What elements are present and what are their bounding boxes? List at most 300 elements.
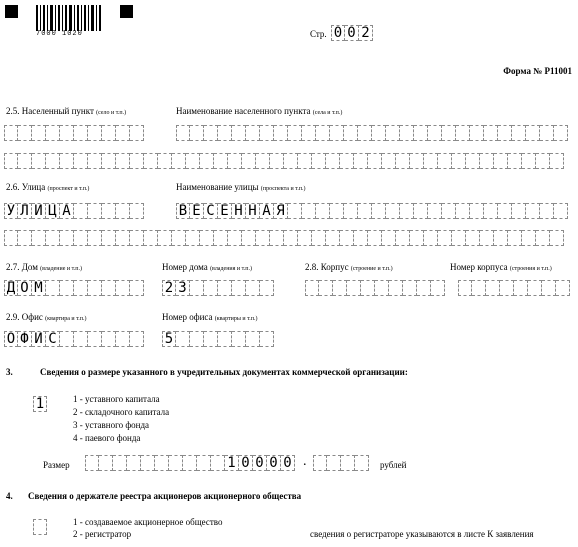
settlement-name-field-line2-cell [158,153,172,169]
house-number-field-cell: 3 [176,280,190,296]
registry-option-1: 1 - создаваемое акционерное общество [73,517,223,527]
building-type-field-cell [305,280,319,296]
settlement-name-field-line2-cell [438,153,452,169]
street-name-field-line1-cell [358,203,372,219]
street-type-field-cell: У [4,203,18,219]
section3-title: Сведения о размере указанного в учредительных документах коммерческой организации: [40,367,408,377]
house-number-hint: (владения и т.п.) [210,266,252,272]
street-type-field-cell: И [32,203,46,219]
settlement-name-field-line1-cell [526,125,540,141]
office-type-field-cell [60,331,74,347]
street-name-field-line2-cell [242,230,256,246]
settlement-name-field-line1-cell [288,125,302,141]
street-name-field-line2-cell [74,230,88,246]
building-type-field-cell [417,280,431,296]
house-number-label-text: Номер дома [162,262,208,272]
settlement-name-field-line2-cell [116,153,130,169]
building-type-field-cell [403,280,417,296]
street-type-field-cell [116,203,130,219]
size-integer-field-cell [113,455,127,471]
settlement-name-field-line2-cell [536,153,550,169]
settlement-type-field-cell [46,125,60,141]
street-type-field-cell [88,203,102,219]
building-type-field-cell [431,280,445,296]
house-type-field-cell [60,280,74,296]
size-integer-field-cell [211,455,225,471]
house-type-field-cell [74,280,88,296]
street-name-field-line1-cell [302,203,316,219]
size-integer-field[interactable] [85,455,295,471]
settlement-name-field-line1-cell [428,125,442,141]
street-name-field-line1-cell: Я [274,203,288,219]
settlement-name-field-line1-cell [470,125,484,141]
street-name-field-line2-cell [550,230,564,246]
settlement-type-field-cell [102,125,116,141]
settlement-name-field-line1-cell [246,125,260,141]
street-name-field-line2-cell [466,230,480,246]
corner-marker-right [120,5,133,18]
size-integer-field-cell [169,455,183,471]
building-number-label [450,262,552,272]
street-name-field-line2-cell [508,230,522,246]
office-number-field-cell [246,331,260,347]
settlement-name-field-line2-cell [102,153,116,169]
office-number-field-cell [176,331,190,347]
capital-type-code[interactable]: 1 [33,396,47,412]
size-integer-field-cell [85,455,99,471]
settlement-name-field-line1-cell [232,125,246,141]
settlement-name-field-line1-cell [344,125,358,141]
settlement-name-field-line2-cell [46,153,60,169]
settlement-name-field-line2-cell [4,153,18,169]
street-name-field-line2-cell [144,230,158,246]
street-type-field-cell: Л [18,203,32,219]
street-name-field-line1-cell: В [176,203,190,219]
settlement-name-field-line2-cell [214,153,228,169]
street-name-label [176,182,306,192]
street-type-field[interactable] [4,203,144,219]
page-digit: 0 [331,25,345,41]
size-integer-field-cell [155,455,169,471]
street-name-field-line2-cell [410,230,424,246]
size-fraction-field-cell [355,455,369,471]
street-name-field-line1-cell [288,203,302,219]
street-name-field-line2-cell [228,230,242,246]
office-type-label [6,312,87,322]
settlement-name-field-line2-cell [60,153,74,169]
capital-option-1: 1 - уставного капитала [73,394,160,404]
building-type-field-cell [319,280,333,296]
house-type-field-cell: М [32,280,46,296]
street-type-field-cell: А [60,203,74,219]
building-number-hint: (строения и т.п.) [509,266,552,272]
house-type-label [6,262,82,272]
office-type-field-cell: И [32,331,46,347]
office-type-field-cell [74,331,88,347]
settlement-type-field-cell [18,125,32,141]
office-type-field-cell [88,331,102,347]
street-name-field-line1-cell: Н [232,203,246,219]
size-label: Размер [43,460,70,470]
office-type-hint: (квартира и т.п.) [45,316,87,322]
house-number-field-cell [218,280,232,296]
house-number-label [162,262,252,272]
house-type-field-cell [116,280,130,296]
street-type-field-cell: Ц [46,203,60,219]
office-type-field-cell: Ф [18,331,32,347]
settlement-type-field-cell [74,125,88,141]
house-type-field-cell [88,280,102,296]
street-name-field-line2-cell [396,230,410,246]
office-type-field-cell [130,331,144,347]
barcode [35,5,105,33]
building-number-field-cell [514,280,528,296]
page-label: Стр. [310,29,327,39]
street-name-field-line2-cell [298,230,312,246]
building-type-field-cell [389,280,403,296]
settlement-name-field-line1-cell [204,125,218,141]
settlement-name-field-line1-cell [484,125,498,141]
street-name-field-line2-cell [32,230,46,246]
size-integer-field-cell: 1 [225,455,239,471]
settlement-type-field-cell [130,125,144,141]
street-type-field-cell [130,203,144,219]
street-name-field-line1-cell [344,203,358,219]
building-type-field-cell [333,280,347,296]
house-type-field-cell [46,280,60,296]
building-number-field-cell [542,280,556,296]
size-integer-field-cell [141,455,155,471]
house-type-field-cell [102,280,116,296]
size-fraction-field-cell [313,455,327,471]
street-type-label [6,182,89,192]
street-name-field-line1[interactable] [176,203,568,219]
street-name-field-line2-cell [256,230,270,246]
street-name-field-line2-cell [46,230,60,246]
settlement-name-field-line1-cell [372,125,386,141]
street-name-field-line2-cell [172,230,186,246]
street-name-field-line1-cell [428,203,442,219]
settlement-name-field-line2-cell [130,153,144,169]
street-name-field-line1-cell [526,203,540,219]
settlement-name-field-line2-cell [284,153,298,169]
settlement-name-field-line2-cell [312,153,326,169]
settlement-name-field-line1-cell [386,125,400,141]
settlement-name-field-line2-cell [382,153,396,169]
settlement-name-field-line1-cell [456,125,470,141]
settlement-name-field-line1-cell [554,125,568,141]
size-fraction-field[interactable] [313,455,369,471]
settlement-name-field-line2-cell [396,153,410,169]
settlement-name-field-line2-cell [186,153,200,169]
street-name-field-line2-cell [326,230,340,246]
office-type-field-cell [116,331,130,347]
settlement-name-field-line2-cell [200,153,214,169]
street-name-field-line2-cell [214,230,228,246]
house-number-field-cell [246,280,260,296]
settlement-name-field-line2-cell [354,153,368,169]
house-type-hint: (владение и т.п.) [40,266,82,272]
building-number-field-cell [500,280,514,296]
settlement-name-field-line1-cell [316,125,330,141]
office-number-field-cell [260,331,274,347]
section4-number: 4. [6,491,13,501]
house-number-field-cell [204,280,218,296]
settlement-type-label [6,106,126,116]
currency-label: рублей [380,460,407,470]
section3-number: 3. [6,367,13,377]
building-type-field[interactable] [305,280,445,296]
building-number-field-cell [458,280,472,296]
street-name-field-line1-cell [372,203,386,219]
house-type-field-cell [130,280,144,296]
size-integer-field-cell: 0 [281,455,295,471]
settlement-name-field-line1-cell [330,125,344,141]
street-name-field-line2-cell [130,230,144,246]
building-number-label-text: Номер корпуса [450,262,508,272]
street-name-field-line2-cell [200,230,214,246]
section4-title: Сведения о держателе реестра акционеров акционерного общества [28,491,302,501]
settlement-name-label [176,106,342,116]
settlement-name-field-line2-cell [74,153,88,169]
street-name-field-line2-cell [270,230,284,246]
settlement-name-field-line1-cell [540,125,554,141]
settlement-name-field-line2-cell [522,153,536,169]
office-number-field-cell [218,331,232,347]
page-digit: 2 [359,25,373,41]
office-number-label [162,312,257,322]
settlement-name-field-line2-cell [340,153,354,169]
street-name-field-line1-cell [512,203,526,219]
house-number-field-cell [260,280,274,296]
settlement-name-field-line2-cell [494,153,508,169]
settlement-name-field-line2-cell [326,153,340,169]
office-type-field-cell: О [4,331,18,347]
street-name-field-line2-cell [438,230,452,246]
building-number-field-cell [556,280,570,296]
size-integer-field-cell [183,455,197,471]
office-type-label-text: 2.9. Офис [6,312,43,322]
settlement-name-field-line2-cell [410,153,424,169]
settlement-name-field-line1-cell [218,125,232,141]
street-name-field-line2-cell [480,230,494,246]
building-number-field-cell [472,280,486,296]
settlement-type-field-cell [4,125,18,141]
settlement-name-field-line1-cell [442,125,456,141]
settlement-name-field-line2[interactable] [4,153,564,169]
street-name-field-line2-cell [102,230,116,246]
settlement-type-field-cell [32,125,46,141]
size-integer-field-cell: 0 [267,455,281,471]
office-number-field-cell: 5 [162,331,176,347]
office-type-field-cell [102,331,116,347]
street-name-field-line2-cell [368,230,382,246]
settlement-name-field-line1-cell [400,125,414,141]
office-number-hint: (квартиры и т.п.) [214,316,258,322]
building-number-field-cell [528,280,542,296]
page-number-cells [331,25,373,41]
street-name-field-line2-cell [186,230,200,246]
settlement-name-field-line2-cell [270,153,284,169]
office-number-field[interactable] [162,331,274,347]
street-name-field-line2-cell [18,230,32,246]
house-number-field[interactable] [162,280,274,296]
street-name-field-line2-cell [494,230,508,246]
office-number-label-text: Номер офиса [162,312,213,322]
barcode-number: 7000 1020 [36,30,83,38]
house-number-field-cell [232,280,246,296]
settlement-name-field-line2-cell [550,153,564,169]
street-name-field-line2-cell [284,230,298,246]
house-type-field-cell: О [18,280,32,296]
office-number-field-cell [232,331,246,347]
street-name-field-line2-cell [424,230,438,246]
office-type-field[interactable] [4,331,144,347]
settlement-type-hint: (село и т.п.) [96,110,127,116]
house-type-field[interactable] [4,280,144,296]
street-name-field-line1-cell [470,203,484,219]
building-type-field-cell [375,280,389,296]
street-name-field-line2-cell [4,230,18,246]
settlement-type-field-cell [88,125,102,141]
street-name-hint: (проспекта и т.п.) [260,186,306,192]
settlement-name-field-line1[interactable] [176,125,568,141]
street-name-field-line2-cell [60,230,74,246]
settlement-name-field-line2-cell [32,153,46,169]
barcode-bars [35,5,105,31]
settlement-name-field-line1-cell [358,125,372,141]
street-name-field-line1-cell [414,203,428,219]
office-type-field-cell: С [46,331,60,347]
settlement-name-field-line1-cell [512,125,526,141]
size-integer-field-cell [127,455,141,471]
house-number-field-cell [190,280,204,296]
street-name-label-text: Наименование улицы [176,182,259,192]
settlement-name-field-line1-cell [274,125,288,141]
street-name-field-line2-cell [382,230,396,246]
street-name-field-line2-cell [158,230,172,246]
street-type-field-cell [102,203,116,219]
settlement-name-label-text: Наименование населенного пункта [176,106,311,116]
size-integer-field-cell: 0 [253,455,267,471]
street-name-field-line2-cell [312,230,326,246]
street-name-field-line2-cell [536,230,550,246]
size-integer-field-cell [99,455,113,471]
street-name-field-line2[interactable] [4,230,564,246]
street-type-label-text: 2.6. Улица [6,182,46,192]
settlement-type-label-text: 2.5. Населенный пункт [6,106,94,116]
building-type-label [305,262,393,272]
settlement-name-field-line2-cell [256,153,270,169]
building-number-field[interactable] [458,280,570,296]
settlement-type-field[interactable] [4,125,144,141]
settlement-name-field-line2-cell [480,153,494,169]
settlement-name-field-line2-cell [172,153,186,169]
settlement-name-field-line2-cell [88,153,102,169]
office-number-field-cell [190,331,204,347]
registry-holder-field[interactable] [33,519,47,535]
settlement-name-field-line1-cell [260,125,274,141]
settlement-name-field-line2-cell [424,153,438,169]
building-type-field-cell [361,280,375,296]
office-number-field-cell [204,331,218,347]
settlement-name-field-line2-cell [144,153,158,169]
street-name-field-line2-cell [354,230,368,246]
street-name-field-line1-cell [442,203,456,219]
settlement-type-field-cell [116,125,130,141]
street-name-field-line2-cell [88,230,102,246]
street-name-field-line1-cell: Е [218,203,232,219]
size-separator: . [303,454,307,469]
settlement-name-field-line2-cell [228,153,242,169]
settlement-name-field-line2-cell [508,153,522,169]
settlement-name-field-line2-cell [368,153,382,169]
house-number-field-cell: 2 [162,280,176,296]
street-name-field-line1-cell [330,203,344,219]
settlement-name-field-line2-cell [298,153,312,169]
street-name-field-line1-cell [554,203,568,219]
settlement-name-field-line2-cell [242,153,256,169]
size-integer-field-cell: 0 [239,455,253,471]
street-name-field-line1-cell [498,203,512,219]
street-type-field-cell [74,203,88,219]
street-type-hint: (проспект и т.п.) [47,186,90,192]
street-name-field-line2-cell [340,230,354,246]
street-name-field-line1-cell [540,203,554,219]
capital-type-field[interactable] [33,396,47,412]
settlement-name-field-line2-cell [466,153,480,169]
settlement-name-field-line1-cell [176,125,190,141]
settlement-name-field-line2-cell [18,153,32,169]
settlement-name-field-line2-cell [452,153,466,169]
size-integer-field-cell [197,455,211,471]
building-number-field-cell [486,280,500,296]
house-type-label-text: 2.7. Дом [6,262,38,272]
street-name-field-line1-cell [484,203,498,219]
street-name-field-line1-cell: С [204,203,218,219]
street-name-field-line1-cell: Е [190,203,204,219]
settlement-name-field-line1-cell [414,125,428,141]
registry-note: сведения о регистраторе указываются в листе К заявления [310,529,534,539]
corner-marker-left [5,5,18,18]
page-digit: 0 [345,25,359,41]
street-name-field-line1-cell [316,203,330,219]
house-type-field-cell: Д [4,280,18,296]
street-name-field-line1-cell [386,203,400,219]
settlement-name-field-line1-cell [302,125,316,141]
street-name-field-line2-cell [522,230,536,246]
building-type-label-text: 2.8. Корпус [305,262,349,272]
size-fraction-field-cell [341,455,355,471]
size-fraction-field-cell [327,455,341,471]
capital-option-4: 4 - паевого фонда [73,433,141,443]
registry-holder-field-cell [33,519,47,535]
capital-option-3: 3 - уставного фонда [73,420,150,430]
settlement-name-field-line1-cell [190,125,204,141]
registry-option-2: 2 - регистратор [73,529,132,539]
form-title: Форма № Р11001 [503,66,572,76]
settlement-name-field-line1-cell [498,125,512,141]
building-type-field-cell [347,280,361,296]
settlement-type-field-cell [60,125,74,141]
building-type-hint: (строение и т.п.) [350,266,393,272]
street-name-field-line2-cell [116,230,130,246]
settlement-name-hint: (села и т.п.) [312,110,343,116]
street-name-field-line1-cell [456,203,470,219]
street-name-field-line1-cell: Н [246,203,260,219]
capital-option-2: 2 - складочного капитала [73,407,170,417]
street-name-field-line1-cell [400,203,414,219]
